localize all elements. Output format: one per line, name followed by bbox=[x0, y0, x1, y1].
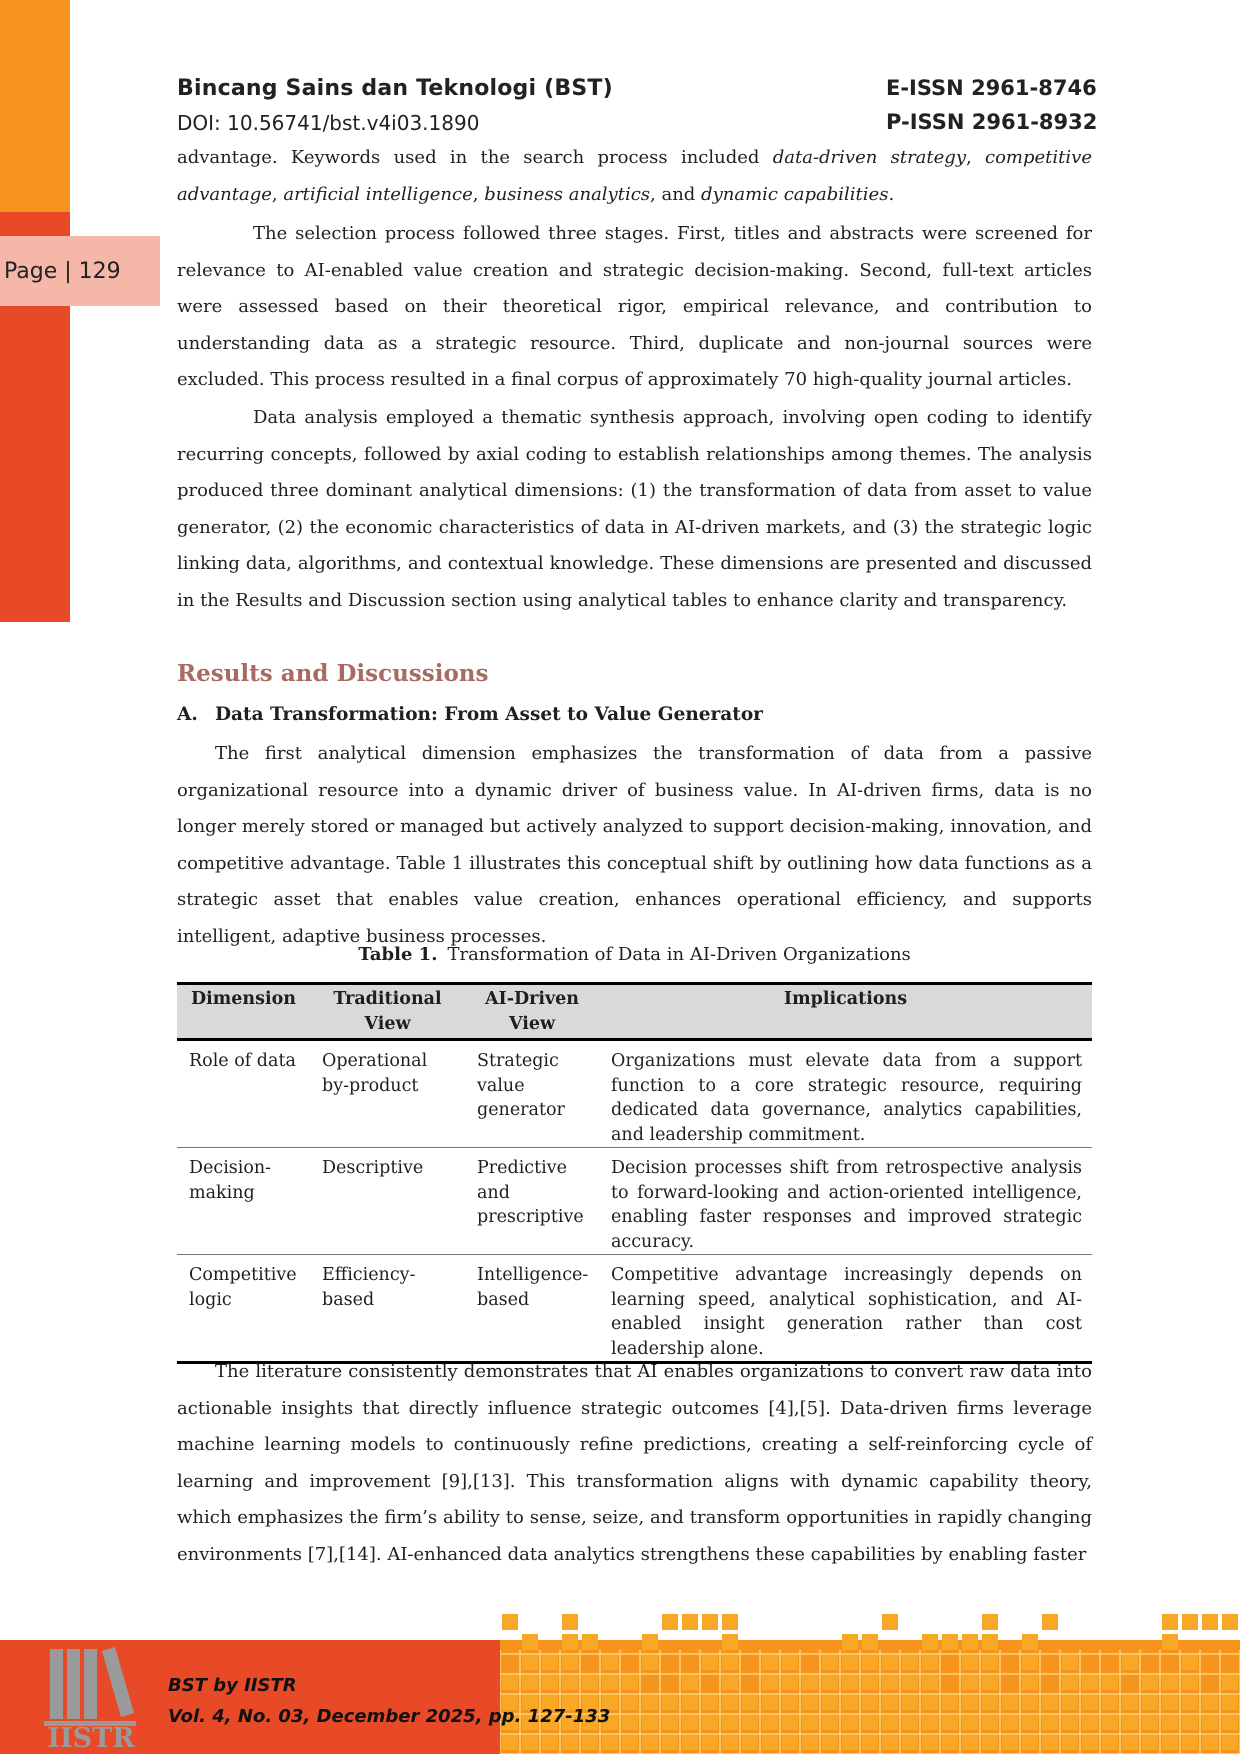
pattern-cell bbox=[602, 1734, 618, 1750]
pattern-cell bbox=[802, 1734, 818, 1750]
table-header-cell: Dimension bbox=[190, 989, 297, 1009]
pattern-cell bbox=[582, 1634, 598, 1650]
pattern-cell bbox=[922, 1654, 938, 1670]
pattern-cell bbox=[982, 1614, 998, 1630]
pattern-cell bbox=[682, 1694, 698, 1710]
keyword: dynamic capabilities bbox=[701, 183, 889, 205]
pattern-cell bbox=[622, 1734, 638, 1750]
table-cell: Strategic value generator bbox=[477, 1051, 565, 1120]
pattern-cell bbox=[1102, 1734, 1118, 1750]
keyword: competitive advantage bbox=[177, 147, 1092, 205]
pattern-cell bbox=[962, 1634, 978, 1650]
subsection-title: Data Transformation: From Asset to Value Generator bbox=[215, 704, 763, 725]
pattern-cell bbox=[702, 1614, 718, 1630]
pattern-cell bbox=[522, 1734, 538, 1750]
pattern-cell bbox=[722, 1674, 738, 1690]
pattern-cell bbox=[1162, 1674, 1178, 1690]
pattern-cell bbox=[642, 1734, 658, 1750]
table-header-row bbox=[177, 984, 1092, 1040]
footer-pattern bbox=[500, 1580, 1240, 1754]
pattern-cell bbox=[982, 1654, 998, 1670]
iistr-logo bbox=[36, 1645, 146, 1750]
pattern-cell bbox=[962, 1734, 978, 1750]
pattern-cell bbox=[722, 1614, 738, 1630]
pattern-cell bbox=[522, 1634, 538, 1650]
table-cell: Organizations must elevate data from a support function to a core strategic resource, requiring dedicated data governance, analytics capabilities, and leadership commitment. bbox=[611, 1051, 1082, 1145]
pattern-cell bbox=[642, 1654, 658, 1670]
footer-issue: Vol. 4, No. 03, December 2025, pp. 127-133 bbox=[168, 1706, 611, 1727]
pattern-cell bbox=[662, 1734, 678, 1750]
pattern-cell bbox=[862, 1674, 878, 1690]
pattern-cell bbox=[722, 1714, 738, 1730]
pattern-cell bbox=[662, 1714, 678, 1730]
transformation-table bbox=[177, 982, 1092, 1364]
pattern-cell bbox=[1022, 1734, 1038, 1750]
pattern-cell bbox=[942, 1634, 958, 1650]
pattern-cell bbox=[882, 1674, 898, 1690]
pattern-cell bbox=[982, 1734, 998, 1750]
pattern-cell bbox=[682, 1674, 698, 1690]
para1-sep: . bbox=[888, 183, 895, 205]
pattern-cell bbox=[1162, 1634, 1178, 1650]
pattern-cell bbox=[562, 1634, 578, 1650]
pattern-cell bbox=[902, 1714, 918, 1730]
pattern-cell bbox=[582, 1734, 598, 1750]
pattern-cell bbox=[1022, 1634, 1038, 1650]
pattern-cell bbox=[1142, 1734, 1158, 1750]
pattern-cell bbox=[542, 1654, 558, 1670]
table-cell: Efficiency-based bbox=[322, 1265, 416, 1310]
pattern-cell bbox=[842, 1654, 858, 1670]
pattern-cell bbox=[1102, 1674, 1118, 1690]
pattern-cell bbox=[1202, 1714, 1218, 1730]
pattern-cell bbox=[862, 1714, 878, 1730]
footer-publisher: BST by IISTR bbox=[168, 1675, 297, 1696]
pattern-cell bbox=[622, 1674, 638, 1690]
pattern-cell bbox=[922, 1734, 938, 1750]
pattern-cell bbox=[822, 1714, 838, 1730]
pattern-cell bbox=[982, 1694, 998, 1710]
pattern-cell bbox=[1122, 1714, 1138, 1730]
paragraph-2: The selection process followed three stages. First, titles and abstracts were screened for relevance to AI-enabled value creation and strategic decision-making. Second, full-text articles were assessed based on their theoretical rigor, empirical relevance, and contribution to understanding data as a strategic resource. Third, duplicate and non-journal sources were excluded. This process resulted in a final corpus of approximately 70 high-quality journal articles. bbox=[177, 223, 1092, 391]
pattern-cell bbox=[962, 1654, 978, 1670]
pattern-cell bbox=[782, 1714, 798, 1730]
pattern-cell bbox=[1162, 1614, 1178, 1630]
pattern-cell bbox=[1162, 1714, 1178, 1730]
pattern-cell bbox=[822, 1734, 838, 1750]
pattern-cell bbox=[1222, 1694, 1238, 1710]
pattern-cell bbox=[1122, 1734, 1138, 1750]
pattern-cell bbox=[882, 1654, 898, 1670]
pattern-cell bbox=[902, 1734, 918, 1750]
pattern-cell bbox=[922, 1634, 938, 1650]
pattern-cell bbox=[662, 1694, 678, 1710]
pattern-cell bbox=[882, 1614, 898, 1630]
pattern-cell bbox=[862, 1734, 878, 1750]
table-caption-label: Table 1. bbox=[358, 944, 438, 965]
pattern-cell bbox=[1222, 1714, 1238, 1730]
pattern-cell bbox=[722, 1654, 738, 1670]
pattern-cell bbox=[782, 1734, 798, 1750]
pattern-cell bbox=[842, 1674, 858, 1690]
pattern-cell bbox=[1182, 1674, 1198, 1690]
table-cell: Competitive logic bbox=[189, 1265, 297, 1310]
page-number-tab bbox=[0, 236, 160, 306]
pattern-cell bbox=[1082, 1674, 1098, 1690]
header-left bbox=[177, 76, 613, 135]
pattern-cell bbox=[562, 1614, 578, 1630]
pattern-cell bbox=[1202, 1734, 1218, 1750]
pattern-cell bbox=[1182, 1714, 1198, 1730]
pattern-cell bbox=[862, 1654, 878, 1670]
pattern-cell bbox=[662, 1614, 678, 1630]
pattern-cell bbox=[982, 1714, 998, 1730]
pattern-cell bbox=[962, 1674, 978, 1690]
pattern-cell bbox=[822, 1694, 838, 1710]
pattern-cell bbox=[1082, 1714, 1098, 1730]
pattern-cell bbox=[922, 1674, 938, 1690]
pattern-cell bbox=[802, 1714, 818, 1730]
table-caption-text: Transformation of Data in AI-Driven Organizations bbox=[447, 944, 911, 965]
pattern-cell bbox=[1222, 1734, 1238, 1750]
pattern-cell bbox=[1042, 1714, 1058, 1730]
pattern-cell bbox=[962, 1714, 978, 1730]
pattern-cell bbox=[562, 1654, 578, 1670]
pattern-cell bbox=[502, 1614, 518, 1630]
table-caption bbox=[177, 944, 1092, 965]
pattern-cell bbox=[1182, 1614, 1198, 1630]
pattern-cell bbox=[1042, 1614, 1058, 1630]
pattern-cell bbox=[502, 1734, 518, 1750]
pattern-cell bbox=[942, 1734, 958, 1750]
para1-sep: , bbox=[966, 147, 986, 168]
pattern-cell bbox=[962, 1694, 978, 1710]
para1-text: advantage. Keywords used in the search process included bbox=[177, 147, 773, 168]
pattern-cell bbox=[882, 1694, 898, 1710]
pattern-cell bbox=[622, 1694, 638, 1710]
pattern-cell bbox=[702, 1654, 718, 1670]
pattern-cell bbox=[882, 1734, 898, 1750]
footer-text bbox=[168, 1670, 610, 1732]
pattern-cell bbox=[922, 1694, 938, 1710]
pattern-cell bbox=[742, 1694, 758, 1710]
pattern-cell bbox=[562, 1734, 578, 1750]
pattern-cell bbox=[682, 1734, 698, 1750]
pattern-cell bbox=[1102, 1714, 1118, 1730]
table-header-cell: Implications bbox=[783, 989, 908, 1009]
table-row bbox=[177, 1040, 1092, 1148]
pattern-cell bbox=[882, 1714, 898, 1730]
pattern-cell bbox=[1182, 1694, 1198, 1710]
table-header-cell: Traditional View bbox=[333, 989, 442, 1034]
pattern-cell bbox=[1062, 1674, 1078, 1690]
pattern-cell bbox=[702, 1714, 718, 1730]
pattern-cell bbox=[602, 1654, 618, 1670]
pissn: P-ISSN 2961-8932 bbox=[886, 110, 1098, 134]
pattern-cell bbox=[922, 1714, 938, 1730]
pattern-cell bbox=[1022, 1714, 1038, 1730]
para1-sep: , bbox=[271, 183, 284, 205]
pattern-cell bbox=[722, 1634, 738, 1650]
pattern-cell bbox=[1062, 1694, 1078, 1710]
pattern-cell bbox=[842, 1694, 858, 1710]
table-row bbox=[177, 1255, 1092, 1363]
pattern-cell bbox=[1022, 1674, 1038, 1690]
pattern-cell bbox=[822, 1654, 838, 1670]
keyword: artificial intelligence bbox=[283, 183, 473, 205]
pattern-cell bbox=[1122, 1694, 1138, 1710]
pattern-cell bbox=[1022, 1654, 1038, 1670]
logo-lettering: IISTR bbox=[47, 1723, 135, 1750]
keyword: data-driven strategy bbox=[772, 147, 966, 168]
table-cell: Decision-making bbox=[189, 1158, 272, 1203]
journal-title: Bincang Sains dan Teknologi (BST) bbox=[177, 76, 613, 101]
pattern-cell bbox=[802, 1694, 818, 1710]
pattern-cell bbox=[522, 1654, 538, 1670]
pattern-cell bbox=[842, 1734, 858, 1750]
table-cell: Decision processes shift from retrospective analysis to forward-looking and action-oriented intelligence, enabling faster responses and improved strategic accuracy. bbox=[611, 1158, 1082, 1252]
eissn: E-ISSN 2961-8746 bbox=[886, 76, 1097, 100]
pattern-cell bbox=[1002, 1714, 1018, 1730]
pattern-cell bbox=[782, 1694, 798, 1710]
pattern-cell bbox=[542, 1734, 558, 1750]
pattern-cell bbox=[642, 1694, 658, 1710]
pattern-cell bbox=[1222, 1674, 1238, 1690]
pattern-cell bbox=[842, 1634, 858, 1650]
paragraph-4: The first analytical dimension emphasizes the transformation of data from a passive organizational resource into a dynamic driver of business value. In AI-driven firms, data is no longer merely stored or managed but actively analyzed to support decision-making, innovation, and competitive advantage. Table 1 illustrates this conceptual shift by outlining how data functions as a strategic asset that enables value creation, enhances operational efficiency, and supports intelligent, adaptive business processes. bbox=[177, 743, 1092, 947]
paragraph-5: The literature consistently demonstrates that AI enables organizations to convert raw data into actionable insights that directly influence strategic outcomes [4],[5]. Data-driven firms leverage machine learning models to continuously refine predictions, creating a self-reinforcing cycle of learning and improvement [9],[13]. This transformation aligns with dynamic capability theory, which emphasizes the firm’s ability to sense, seize, and transform opportunities in rapidly changing environments [7],[14]. AI-enhanced data analytics strengthens these capabilities by enabling faster bbox=[177, 1361, 1092, 1565]
pattern-cell bbox=[1142, 1694, 1158, 1710]
pattern-cell bbox=[1162, 1734, 1178, 1750]
subsection-letter: A. bbox=[177, 704, 198, 725]
table-cell: Operational by-product bbox=[322, 1051, 428, 1096]
pattern-cell bbox=[742, 1714, 758, 1730]
pattern-cell bbox=[1002, 1734, 1018, 1750]
pattern-cell bbox=[862, 1694, 878, 1710]
pattern-cell bbox=[902, 1654, 918, 1670]
pattern-cell bbox=[782, 1654, 798, 1670]
pattern-cell bbox=[642, 1634, 658, 1650]
pattern-cell bbox=[642, 1714, 658, 1730]
pattern-cell bbox=[982, 1674, 998, 1690]
pattern-cell bbox=[822, 1674, 838, 1690]
pattern-cell bbox=[1002, 1694, 1018, 1710]
pattern-cell bbox=[1142, 1674, 1158, 1690]
keyword: business analytics bbox=[484, 183, 651, 205]
pattern-cell bbox=[762, 1694, 778, 1710]
table-cell: Predictive and prescriptive bbox=[477, 1158, 584, 1227]
pattern-cell bbox=[762, 1734, 778, 1750]
paragraph-3: Data analysis employed a thematic synthesis approach, involving open coding to identify recurring concepts, followed by axial coding to establish relationships among themes. The analysis produced three dominant analytical dimensions: (1) the transformation of data from asset to value generator, (2) the economic characteristics of data in AI-driven markets, and (3) the strategic logic linking data, algorithms, and contextual knowledge. These dimensions are presented and discussed in the Results and Discussion section using analytical tables to enhance clarity and transparency. bbox=[177, 407, 1092, 611]
pattern-cell bbox=[682, 1714, 698, 1730]
table-cell: Role of data bbox=[189, 1051, 296, 1071]
pattern-cell bbox=[702, 1694, 718, 1710]
pattern-cell bbox=[1082, 1734, 1098, 1750]
pattern-cell bbox=[762, 1654, 778, 1670]
pattern-cell bbox=[802, 1674, 818, 1690]
header-right bbox=[886, 76, 1097, 134]
paragraph-1 bbox=[177, 140, 1092, 213]
pattern-cell bbox=[1222, 1614, 1238, 1630]
pattern-cell bbox=[1122, 1654, 1138, 1670]
pattern-cell bbox=[1162, 1694, 1178, 1710]
para1-sep: , and bbox=[650, 183, 702, 205]
subsection-heading bbox=[177, 704, 1092, 725]
table-cell: Descriptive bbox=[322, 1158, 424, 1178]
pattern-cell bbox=[722, 1694, 738, 1710]
pattern-cell bbox=[942, 1714, 958, 1730]
pattern-cell bbox=[1182, 1734, 1198, 1750]
pattern-cell bbox=[722, 1734, 738, 1750]
pattern-cell bbox=[982, 1634, 998, 1650]
table-cell: Competitive advantage increasingly depends on learning speed, analytical sophistication, and AI-enabled insight generation rather than cost leadership alone. bbox=[611, 1265, 1082, 1359]
pattern-cell bbox=[622, 1714, 638, 1730]
pattern-cell bbox=[742, 1734, 758, 1750]
para1-sep: , bbox=[472, 183, 485, 205]
pattern-cell bbox=[762, 1674, 778, 1690]
pattern-cell bbox=[1102, 1694, 1118, 1710]
pattern-cell bbox=[1022, 1694, 1038, 1710]
pattern-cell bbox=[1142, 1714, 1158, 1730]
pattern-cell bbox=[1042, 1734, 1058, 1750]
doi: DOI: 10.56741/bst.v4i03.1890 bbox=[177, 111, 480, 135]
pattern-cell bbox=[1082, 1694, 1098, 1710]
pattern-cell bbox=[1202, 1694, 1218, 1710]
section-title: Results and Discussions bbox=[177, 660, 489, 687]
pattern-cell bbox=[1182, 1654, 1198, 1670]
pattern-cell bbox=[942, 1694, 958, 1710]
table-cell: Intelligence-based bbox=[477, 1265, 589, 1310]
pattern-cell bbox=[1062, 1714, 1078, 1730]
pattern-cell bbox=[862, 1634, 878, 1650]
pattern-cell bbox=[782, 1674, 798, 1690]
pattern-cell bbox=[1062, 1654, 1078, 1670]
pattern-cell bbox=[1202, 1614, 1218, 1630]
table-row bbox=[177, 1148, 1092, 1255]
pattern-cell bbox=[902, 1694, 918, 1710]
pattern-cell bbox=[842, 1714, 858, 1730]
left-orange-bar bbox=[0, 0, 70, 212]
pattern-cell bbox=[1042, 1694, 1058, 1710]
pattern-cell bbox=[682, 1614, 698, 1630]
pattern-cell bbox=[702, 1734, 718, 1750]
table-header-cell: AI-Driven View bbox=[484, 989, 580, 1034]
pattern-cell bbox=[902, 1674, 918, 1690]
pattern-cell bbox=[1062, 1734, 1078, 1750]
page-label: Page | 129 bbox=[4, 258, 121, 284]
pattern-cell bbox=[762, 1714, 778, 1730]
